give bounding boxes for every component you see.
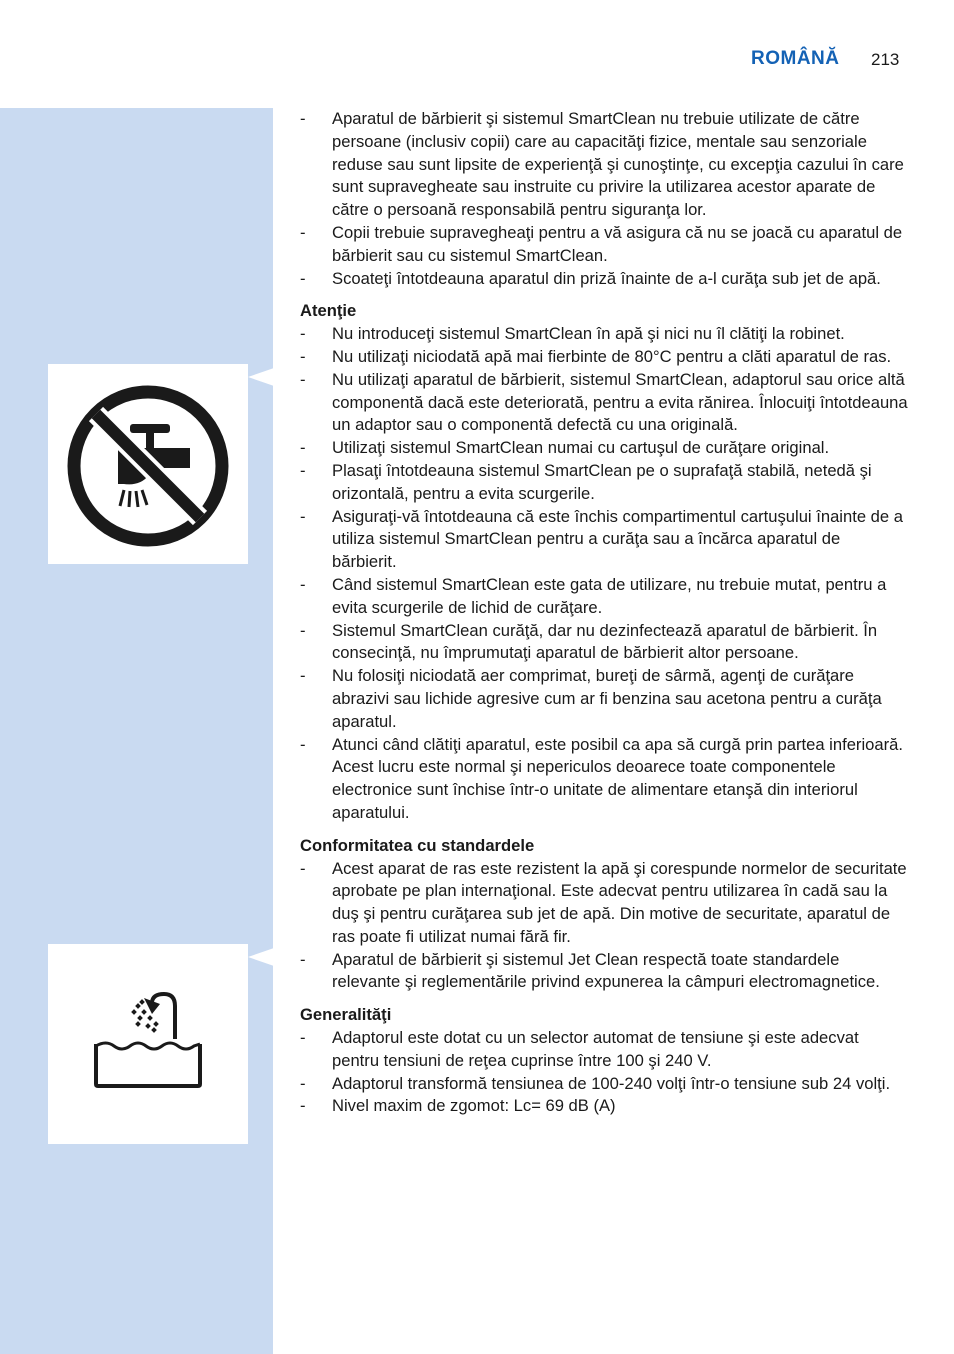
bullet-dash: - — [300, 949, 306, 969]
bullet-dash: - — [300, 858, 306, 878]
list-item-text: Acest aparat de ras este rezistent la apă şi corespunde normelor de securitate aprobate pe plan internaţional. Este adecvat pentru utilizarea în cadă sau la duş şi pentru curăţarea sub jet de apă. Din motive de securitate, aparatul de ras poate fi utilizat numai fără fir. — [332, 858, 907, 946]
list-item-text: Plasaţi întotdeauna sistemul SmartClean pe o suprafaţă stabilă, netedă şi orizontală, pentru a evita scurgerile. — [332, 460, 872, 503]
bullet-dash: - — [300, 620, 306, 640]
bullet-dash: - — [300, 369, 306, 389]
bullet-dash: - — [300, 222, 306, 242]
list-item — [300, 346, 908, 369]
list-item — [300, 437, 908, 460]
list-item — [300, 574, 908, 620]
main-content — [300, 108, 908, 1118]
bullet-dash: - — [300, 734, 306, 754]
standards-heading: Conformitatea cu standardele — [300, 835, 535, 855]
list-item — [300, 734, 908, 825]
list-item — [300, 1073, 908, 1096]
language-label: ROMÂNĂ — [751, 48, 840, 69]
list-item-text: Sistemul SmartClean curăţă, dar nu dezinfectează aparatul de bărbierit. În consecinţă, nu împrumutaţi aparatul de bărbierit altor persoane. — [332, 620, 878, 663]
bullet-dash: - — [300, 1096, 306, 1116]
bullet-dash: - — [300, 324, 306, 344]
list-item-text: Aparatul de bărbierit şi sistemul Jet Clean respectă toate standardele relevante şi reglementările privind expunerea la câmpuri electromagnetice. — [332, 949, 880, 992]
list-item-text: Adaptorul este dotat cu un selector automat de tensiune şi este adecvat pentru tensiuni de reţea cuprinse între 100 şi 240 V. — [332, 1028, 859, 1070]
list-item-text: Nu folosiţi niciodată aer comprimat, bureţi de sârmă, agenţi de curăţare abrazivi sau lichide agresive cum ar fi benzina sau acetona pentru a curăţa aparatul. — [332, 666, 882, 731]
no-water-icon-box — [48, 364, 248, 564]
list-item — [300, 222, 908, 268]
bullet-dash: - — [300, 666, 306, 686]
bullet-dash: - — [300, 268, 306, 288]
bullet-dash: - — [300, 460, 306, 480]
sidebar-panel — [0, 108, 273, 1354]
list-item-text: Asiguraţi-vă întotdeauna că este închis compartimentul cartuşului înainte de a utiliza sistemul SmartClean pentru a curăţa sau a încărca aparatul de bărbierit. — [332, 506, 903, 572]
shower-bath-icon-box — [48, 944, 248, 1144]
list-item-text: Scoateţi întotdeauna aparatul din priză înainte de a-l curăţa sub jet de apă. — [332, 268, 881, 288]
list-item — [300, 949, 908, 995]
list-item — [300, 506, 908, 574]
list-item — [300, 858, 908, 949]
list-item — [300, 268, 908, 291]
bullet-dash: - — [300, 346, 306, 366]
list-item-text: Nu introduceţi sistemul SmartClean în apă şi nici nu îl clătiţi la robinet. — [332, 324, 845, 344]
list-item — [300, 369, 908, 437]
list-item — [300, 1027, 908, 1073]
page-number: 213 — [871, 50, 900, 69]
general-heading: Generalităţi — [300, 1005, 392, 1025]
list-item-text: Utilizaţi sistemul SmartClean numai cu cartuşul de curăţare original. — [332, 438, 830, 458]
list-item — [300, 323, 908, 346]
list-item — [300, 620, 908, 666]
list-item-text: Nu utilizaţi aparatul de bărbierit, sistemul SmartClean, adaptorul sau orice altă componentă dacă este deteriorată, pentru a evita rănirea. Înlocuiţi întotdeauna un adaptor sau o componentă defectă cu una originală. — [332, 369, 908, 435]
caution-heading: Atenţie — [300, 301, 357, 321]
list-item-text: Când sistemul SmartClean este gata de utilizare, nu trebuie mutat, pentru a evita scurgerile de lichid de curăţare. — [332, 574, 887, 617]
list-item-text: Atunci când clătiţi aparatul, este posibil ca apa să curgă prin partea inferioară. Acest lucru este normal şi nepericulos deoarece toate componentele electronice sunt închise într-o unitate de alimentare etanşă din interiorul aparatului. — [332, 734, 903, 822]
bullet-dash: - — [300, 574, 306, 594]
shower-bath-icon — [48, 944, 248, 1144]
bullet-dash: - — [300, 1028, 306, 1048]
list-item-text: Copii trebuie supravegheaţi pentru a vă asigura că nu se joacă cu aparatul de bărbierit sau cu sistemul SmartClean. — [332, 222, 903, 265]
intro-list — [300, 108, 908, 290]
general-list — [300, 1027, 908, 1118]
bullet-dash: - — [300, 109, 306, 128]
list-item — [300, 665, 908, 733]
list-item-text: Adaptorul transformă tensiunea de 100-240 volţi într-o tensiune sub 24 volţi. — [332, 1073, 891, 1093]
bullet-dash: - — [300, 438, 306, 458]
list-item-text: Nivel maxim de zgomot: Lc= 69 dB (A) — [332, 1096, 616, 1116]
standards-list — [300, 858, 908, 995]
caution-list — [300, 323, 908, 825]
list-item-text: Aparatul de bărbierit şi sistemul SmartClean nu trebuie utilizate de către persoane (inclusiv copii) care au capacităţi fizice, mentale sau senzoriale reduse sau sunt lipsite de experienţă şi cunoştinţe, cu excepţia cazului în care sunt supravegheate sau instruite cu privire la utilizarea acestor aparate de către o persoană responsabilă pentru siguranţa lor. — [332, 109, 904, 220]
list-item — [300, 460, 908, 506]
no-water-tap-icon — [48, 364, 248, 564]
list-item-text: Nu utilizaţi niciodată apă mai fierbinte de 80°C pentru a clăti aparatul de ras. — [332, 346, 892, 366]
bullet-dash: - — [300, 506, 306, 526]
list-item — [300, 108, 908, 222]
list-item — [300, 1095, 908, 1118]
bullet-dash: - — [300, 1073, 306, 1093]
